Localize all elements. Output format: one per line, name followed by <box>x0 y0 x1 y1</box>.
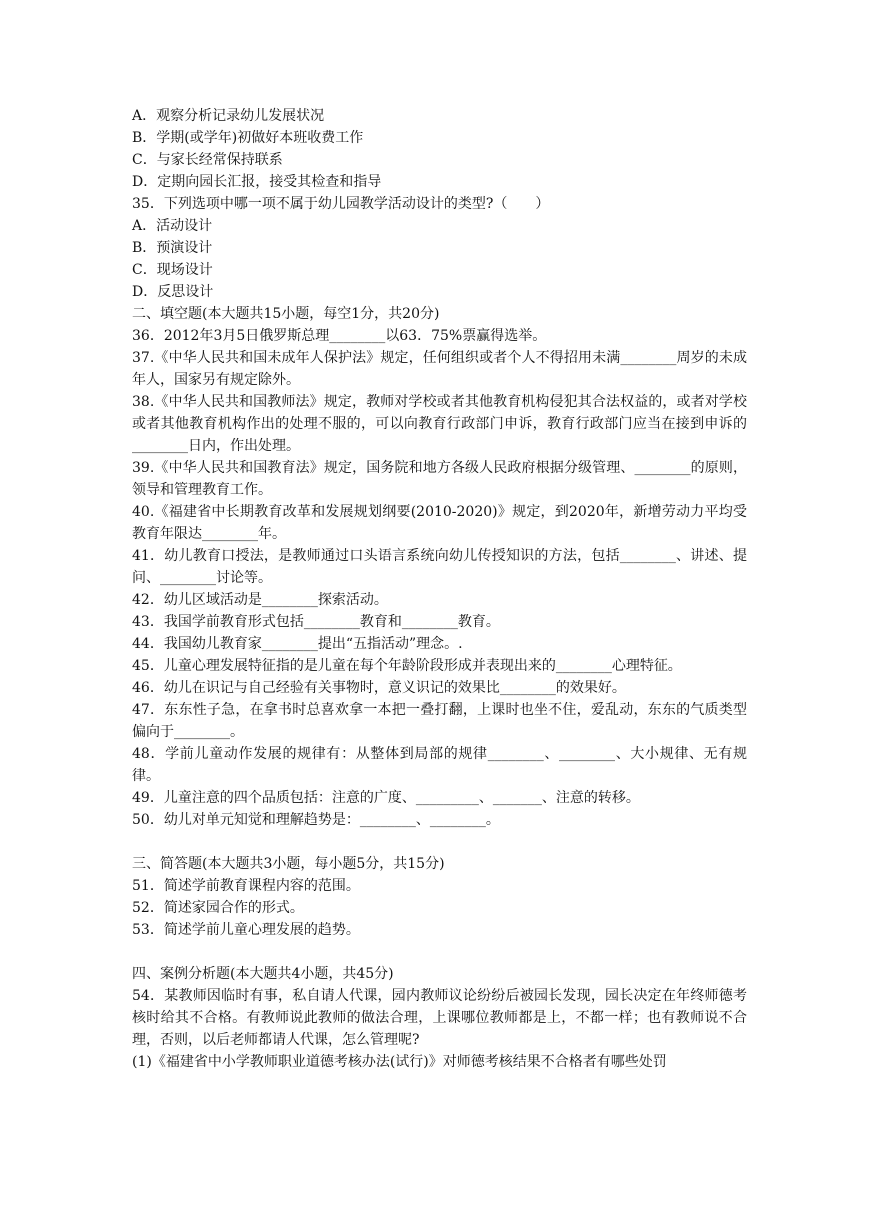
question-42: 42．幼儿区域活动是________探索活动。 <box>132 592 388 608</box>
q34-option-d: D．定期向园长汇报，接受其检查和指导 <box>132 174 382 190</box>
question-49: 49．儿童注意的四个品质包括：注意的广度、_________、_______、注意的转移。 <box>132 790 640 806</box>
spacer <box>132 941 747 963</box>
section-2-heading: 二、填空题(本大题共15小题，每空1分，共20分) <box>132 306 440 322</box>
question-39: 39.《中华人民共和国教育法》规定，国务院和地方各级人民政府根据分级管理、________的原则，领导和管理教育工作。 <box>132 460 747 498</box>
question-37: 37.《中华人民共和国未成年人保护法》规定，任何组织或者个人不得招用未满________周岁的未成年人，国家另有规定除外。 <box>132 350 747 388</box>
q34-option-b: B．学期(或学年)初做好本班收费工作 <box>132 130 364 146</box>
question-52: 52．简述家园合作的形式。 <box>132 900 304 916</box>
q35-option-a: A．活动设计 <box>132 218 213 234</box>
question-47: 47．东东性子急，在拿书时总喜欢拿一本把一叠打翻，上课时也坐不住，爱乱动，东东的气质类型偏向于________。 <box>132 702 747 740</box>
section-4-heading: 四、案例分析题(本大题共4小题，共45分) <box>132 966 394 982</box>
question-38: 38.《中华人民共和国教师法》规定，教师对学校或者其他教育机构侵犯其合法权益的，或者对学校或者其他教育机构作出的处理不服的，可以向教育行政部门申诉，教育行政部门应当在接到申诉的________日内，作出处理。 <box>132 394 747 454</box>
question-48: 48．学前儿童动作发展的规律有：从整体到局部的规律________、________、大小规律、无有规律。 <box>132 746 747 784</box>
question-41: 41．幼儿教育口授法，是教师通过口头语言系统向幼儿传授知识的方法，包括________、讲述、提问、________讨论等。 <box>132 548 747 586</box>
question-54-part-1: (1)《福建省中小学教师职业道德考核办法(试行)》对师德考核结果不合格者有哪些处罚 <box>132 1054 667 1070</box>
q35-stem: 35．下列选项中哪一项不属于幼儿园教学活动设计的类型?（ ） <box>132 196 550 212</box>
spacer <box>132 831 747 853</box>
question-50: 50．幼儿对单元知觉和理解趋势是：________、________。 <box>132 812 500 828</box>
q34-option-a: A．观察分析记录幼儿发展状况 <box>132 108 325 124</box>
q34-option-c: C．与家长经常保持联系 <box>132 152 283 168</box>
question-54: 54．某教师因临时有事，私自请人代课，园内教师议论纷纷后被园长发现，园长决定在年终师德考核时给其不合格。有教师说此教师的做法合理，上课哪位教师都是上，不都一样；也有教师说不合理，否则，以后老师都请人代课，怎么管理呢? <box>132 988 747 1048</box>
question-46: 46．幼儿在识记与自己经验有关事物时，意义识记的效果比________的效果好。 <box>132 680 626 696</box>
question-53: 53．简述学前儿童心理发展的趋势。 <box>132 922 360 938</box>
question-45: 45．儿童心理发展特征指的是儿童在每个年龄阶段形成并表现出来的________心理特征。 <box>132 658 682 674</box>
question-40: 40.《福建省中长期教育改革和发展规划纲要(2010-2020)》规定，到2020年，新增劳动力平均受教育年限达________年。 <box>132 504 747 542</box>
q35-option-d: D．反思设计 <box>132 284 214 300</box>
question-36: 36．2012年3月5日俄罗斯总理________以63．75%票赢得选举。 <box>132 328 547 344</box>
q35-option-c: C．现场设计 <box>132 262 213 278</box>
exam-page <box>132 105 747 1073</box>
q35-option-b: B．预演设计 <box>132 240 213 256</box>
question-43: 43．我国学前教育形式包括________教育和________教育。 <box>132 614 500 630</box>
question-44: 44．我国幼儿教育家________提出“五指活动”理念。. <box>132 636 463 652</box>
question-51: 51．简述学前教育课程内容的范围。 <box>132 878 360 894</box>
section-3-heading: 三、简答题(本大题共3小题，每小题5分，共15分) <box>132 856 445 872</box>
